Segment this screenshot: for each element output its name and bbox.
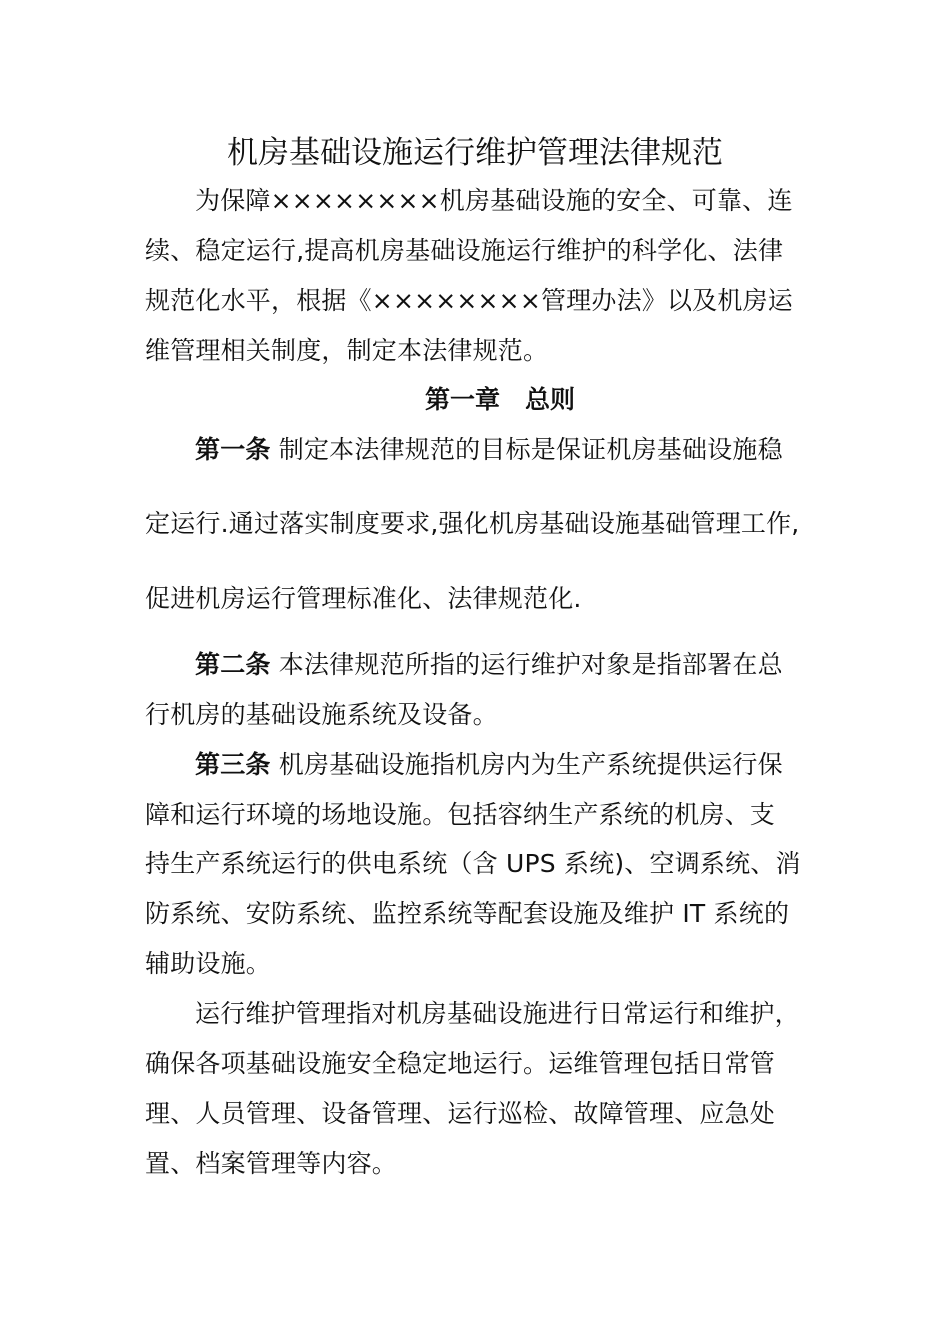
article-1-text: 制定本法律规范的目标是保证机房基础设施稳 (278, 435, 783, 464)
chapter-heading: 第一章 总则 (424, 385, 575, 414)
document-title: 机房基础设施运行维护管理法律规范 (227, 135, 723, 171)
maintenance-line-4: 置、档案管理等内容。 (145, 1149, 398, 1178)
article-3-line-5: 辅助设施。 (145, 949, 272, 978)
article-3-line-3: 持生产系统运行的供电系统（含 UPS 系统)、空调系统、消 (145, 849, 801, 878)
intro-line-3: 规范化水平，根据《××××××××管理办法》以及机房运 (145, 286, 793, 315)
article-3-line-4: 防系统、安防系统、监控系统等配套设施及维护 IT 系统的 (145, 899, 790, 928)
article-2-line-1 (195, 649, 783, 681)
article-3-line-2: 障和运行环境的场地设施。包括容纳生产系统的机房、支 (145, 800, 776, 829)
maintenance-line-1: 运行维护管理指对机房基础设施进行日常运行和维护， (195, 999, 800, 1028)
article-3-label: 第三条 (195, 750, 271, 779)
article-2-label: 第二条 (195, 650, 271, 679)
article-2-text: 本法律规范所指的运行维护对象是指部署在总 (278, 650, 783, 679)
article-1-line-1 (195, 434, 783, 466)
intro-line-1: 为保障××××××××机房基础设施的安全、可靠、连 (195, 186, 793, 215)
intro-line-2: 续、稳定运行,提高机房基础设施运行维护的科学化、法律 (145, 236, 784, 265)
article-1-label: 第一条 (195, 435, 271, 464)
maintenance-line-2: 确保各项基础设施安全稳定地运行。运维管理包括日常管 (145, 1049, 776, 1078)
article-1-line-3: 促进机房运行管理标准化、法律规范化. (145, 584, 582, 613)
article-2-line-2: 行机房的基础设施系统及设备。 (145, 700, 498, 729)
article-3-text: 机房基础设施指机房内为生产系统提供运行保 (278, 750, 783, 779)
intro-line-4: 维管理相关制度，制定本法律规范。 (145, 336, 549, 365)
article-3-line-1 (195, 749, 783, 781)
maintenance-line-3: 理、人员管理、设备管理、运行巡检、故障管理、应急处 (145, 1099, 776, 1128)
article-1-line-2: 定运行.通过落实制度要求,强化机房基础设施基础管理工作, (145, 509, 800, 538)
